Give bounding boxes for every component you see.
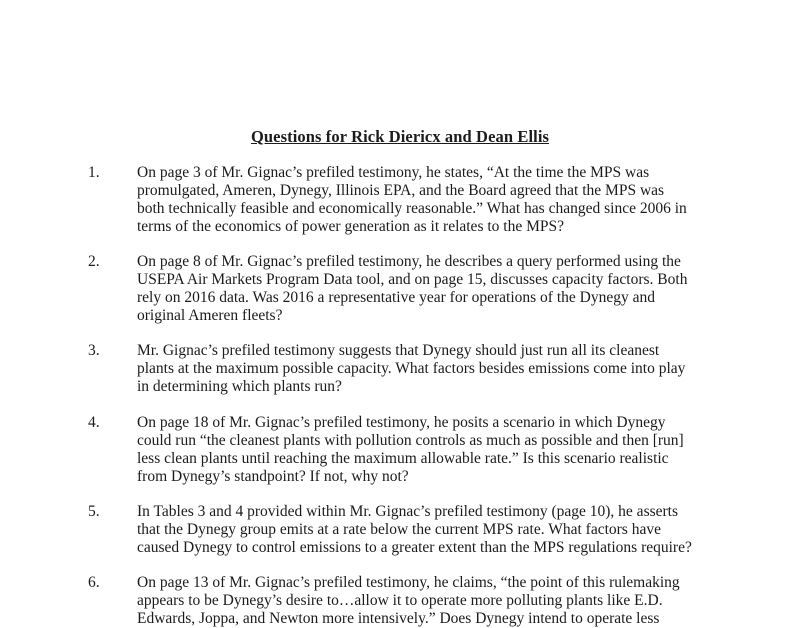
- question-line: On page 18 of Mr. Gignac’s prefiled testimony, he posits a scenario in which Dynegy: [137, 414, 666, 431]
- question-line: USEPA Air Markets Program Data tool, and on page 15, discusses capacity factors. Both: [137, 271, 688, 288]
- question-text: [137, 164, 707, 236]
- question-line: could run “the cleanest plants with pollution controls as much as possible and then [run]: [137, 432, 684, 449]
- question-line: On page 13 of Mr. Gignac’s prefiled testimony, he claims, “the point of this rulemaking: [137, 574, 680, 591]
- document-title: Questions for Rick Diericx and Dean Ellis: [250, 127, 550, 146]
- question-number: 2.: [88, 253, 100, 270]
- question-line: original Ameren fleets?: [137, 307, 283, 324]
- question-line: Edwards, Joppa, and Newton more intensively.” Does Dynegy intend to operate less: [137, 610, 660, 627]
- question-line: Mr. Gignac’s prefiled testimony suggests that Dynegy should just run all its cleanest: [137, 342, 660, 359]
- question-line: rely on 2016 data. Was 2016 a representative year for operations of the Dynegy and: [137, 289, 655, 306]
- question-line: On page 3 of Mr. Gignac’s prefiled testimony, he states, “At the time the MPS was: [137, 164, 650, 181]
- question-number: 1.: [88, 164, 100, 181]
- question-number: 3.: [88, 342, 100, 359]
- question-line: less clean plants until reaching the maximum allowable rate.” Is this scenario realistic: [137, 450, 669, 467]
- question-number: 5.: [88, 503, 100, 520]
- question-line: In Tables 3 and 4 provided within Mr. Gignac’s prefiled testimony (page 10), he asserts: [137, 503, 679, 520]
- question-number: 4.: [88, 414, 100, 431]
- question-line: plants at the maximum possible capacity. What factors besides emissions come into play: [137, 360, 686, 377]
- question-line: from Dynegy’s standpoint? If not, why not?: [137, 468, 409, 485]
- question-line: terms of the economics of power generation as it relates to the MPS?: [137, 218, 564, 235]
- question-text: [137, 503, 707, 557]
- question-text: [137, 342, 707, 396]
- question-line: caused Dynegy to control emissions to a greater extent than the MPS regulations require?: [137, 539, 692, 556]
- question-line: that the Dynegy group emits at a rate below the current MPS rate. What factors have: [137, 521, 661, 538]
- question-line: appears to be Dynegy’s desire to…allow it to operate more polluting plants like E.D.: [137, 592, 663, 609]
- question-line: in determining which plants run?: [137, 378, 342, 395]
- question-line: promulgated, Ameren, Dynegy, Illinois EPA, and the Board agreed that the MPS was: [137, 182, 665, 199]
- question-text: [137, 253, 707, 325]
- question-line: On page 8 of Mr. Gignac’s prefiled testimony, he describes a query performed using the: [137, 253, 681, 270]
- question-number: 6.: [88, 574, 100, 591]
- question-line: both technically feasible and economically reasonable.” What has changed since 2006 in: [137, 200, 687, 217]
- question-text: [137, 574, 707, 628]
- question-text: [137, 414, 707, 486]
